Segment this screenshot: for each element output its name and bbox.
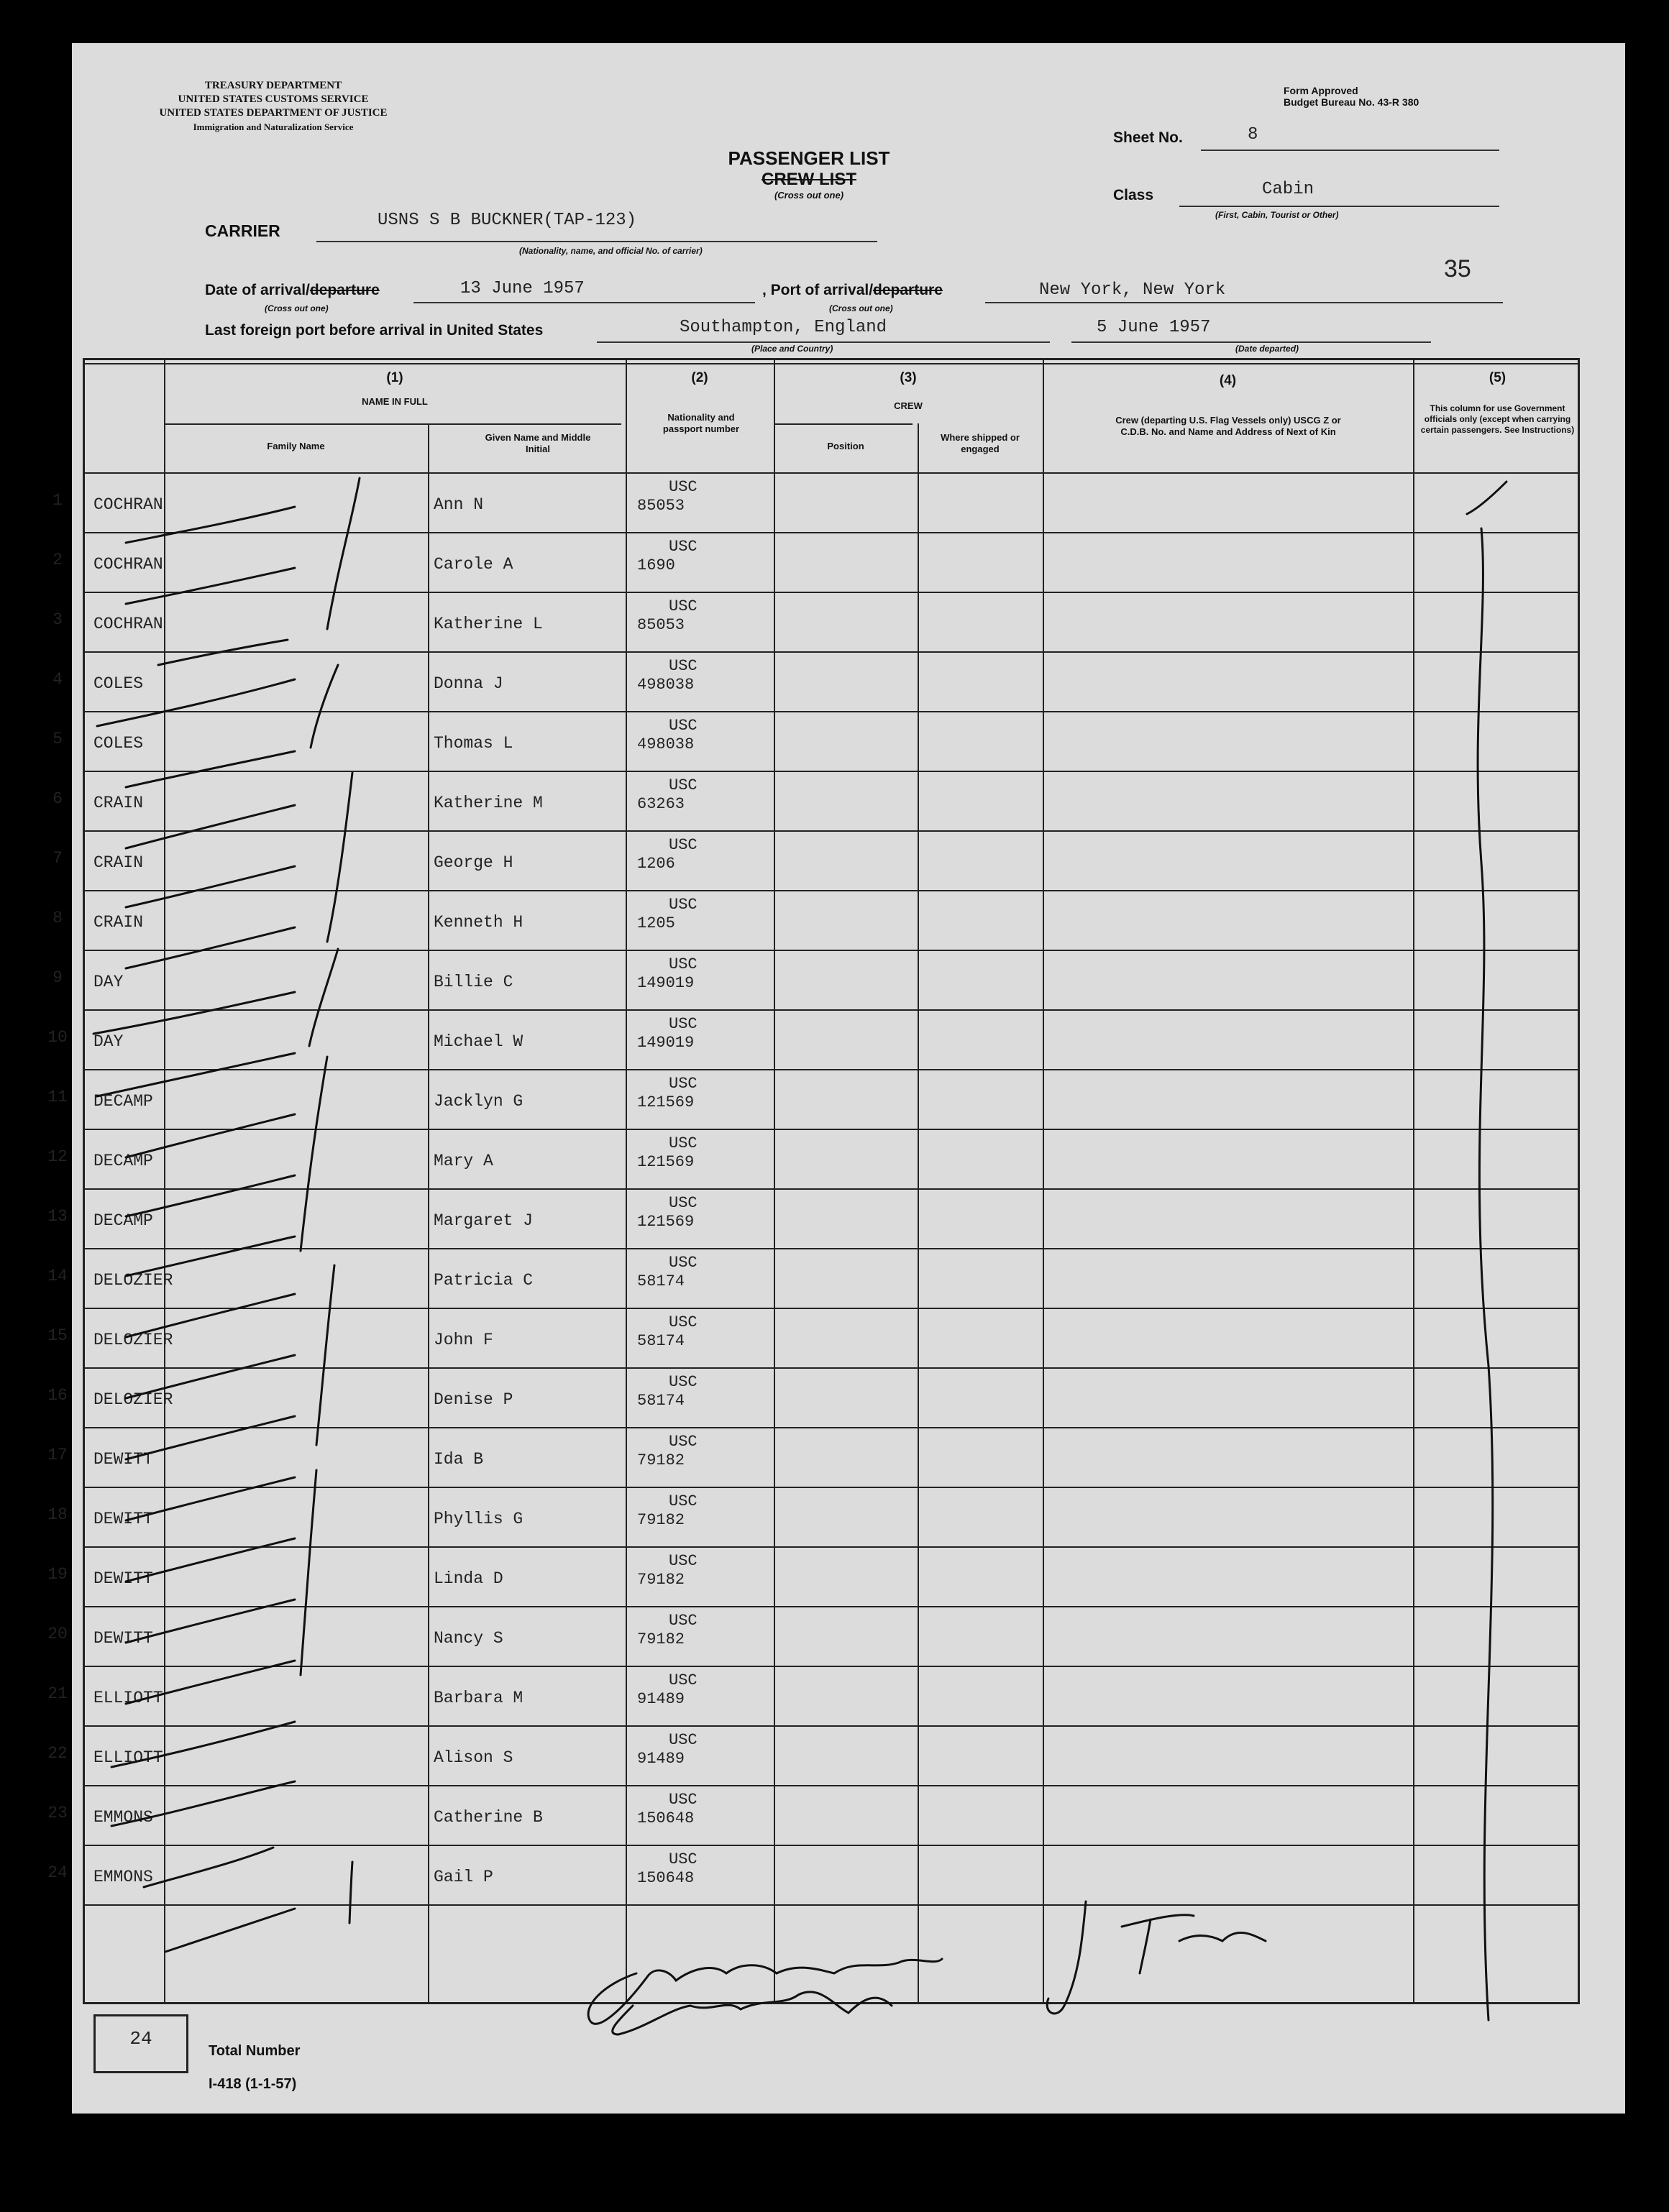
given-name-cell: Mary A — [434, 1152, 493, 1170]
nationality-cell: USC — [669, 1612, 698, 1630]
table-row — [52, 950, 1578, 1009]
passport-number-cell: 91489 — [637, 1750, 685, 1768]
departure-struck: departure — [309, 282, 380, 298]
given-name-cell: Ida B — [434, 1450, 484, 1469]
form-number: I-418 (1-1-57) — [209, 2076, 297, 2092]
passport-number-cell: 121569 — [637, 1213, 695, 1231]
family-name-cell: DAY — [93, 973, 124, 991]
passport-number-cell: 150648 — [637, 1809, 695, 1827]
nationality-cell: USC — [669, 1791, 698, 1809]
given-name-cell: Katherine L — [434, 615, 543, 633]
col1-title: NAME IN FULL — [362, 396, 428, 407]
nationality-cell: USC — [669, 597, 698, 615]
row-number: 5 — [52, 730, 63, 748]
family-name-cell: EMMONS — [93, 1808, 153, 1827]
table-row — [47, 1367, 1578, 1427]
agency-line: TREASURY DEPARTMENT — [204, 80, 342, 91]
family-name-cell: COLES — [93, 674, 144, 693]
col1-number: (1) — [386, 370, 403, 385]
table-row — [47, 1009, 1578, 1069]
nationality-cell: USC — [669, 896, 698, 914]
table-row — [52, 711, 1578, 771]
last-port-value: Southampton, England — [680, 318, 887, 337]
arrival-date-hint: (Cross out one) — [265, 303, 329, 313]
family-name-cell: ELLIOTT — [93, 1748, 163, 1767]
passport-number-cell: 91489 — [637, 1690, 685, 1708]
row-number: 13 — [47, 1207, 68, 1226]
table-row — [47, 1487, 1578, 1546]
row-number: 21 — [47, 1684, 68, 1703]
nationality-cell: USC — [669, 1492, 698, 1510]
passport-number-cell: 121569 — [637, 1153, 695, 1171]
nationality-cell: USC — [669, 1850, 698, 1868]
row-number: 24 — [47, 1863, 68, 1882]
row-number: 12 — [47, 1147, 68, 1166]
port-label-text: , Port of arrival/ — [762, 282, 874, 298]
nationality-cell: USC — [669, 1433, 698, 1451]
table-row — [52, 771, 1578, 830]
passport-number-cell: 79182 — [637, 1451, 685, 1469]
family-name-cell: CRAIN — [93, 913, 144, 932]
given-name-cell: Patricia C — [434, 1271, 534, 1290]
table-row — [47, 1785, 1578, 1845]
given-name-cell: Donna J — [434, 674, 503, 693]
last-port-underline — [597, 341, 1050, 343]
nationality-header: Nationality and passport number — [662, 412, 740, 434]
given-name-cell: Denise P — [434, 1390, 513, 1409]
class-underline — [1179, 206, 1499, 207]
nationality-cell: USC — [669, 1075, 698, 1093]
carrier-hint: (Nationality, name, and official No. of carrier) — [519, 246, 703, 256]
table-row — [47, 1725, 1578, 1785]
family-name-cell: DEWITT — [93, 1510, 153, 1528]
class-label: Class — [1113, 187, 1154, 203]
given-name-cell: Billie C — [434, 973, 513, 991]
date-departed-value: 5 June 1957 — [1097, 318, 1211, 337]
given-name-cell: Jacklyn G — [434, 1092, 523, 1111]
passport-number-cell: 58174 — [637, 1392, 685, 1410]
row-number: 4 — [52, 670, 63, 689]
family-name-cell: CRAIN — [93, 853, 144, 872]
family-name-cell: COCHRAN — [93, 555, 163, 574]
family-name-cell: DECAMP — [93, 1092, 153, 1111]
family-name-cell: ELLIOTT — [93, 1689, 163, 1707]
table-row — [47, 1308, 1578, 1367]
nationality-cell: USC — [669, 836, 698, 854]
header-subrule — [164, 423, 621, 425]
row-number: 23 — [47, 1804, 68, 1822]
date-departed-underline — [1071, 341, 1431, 343]
row-number: 11 — [47, 1088, 68, 1106]
passport-number-cell: 79182 — [637, 1571, 685, 1589]
given-name-cell: Barbara M — [434, 1689, 523, 1707]
row-number: 3 — [52, 610, 63, 629]
carrier-label: CARRIER — [205, 221, 280, 240]
nationality-cell: USC — [669, 538, 698, 556]
family-name-cell: DELOZIER — [93, 1331, 173, 1349]
given-name-cell: Gail P — [434, 1868, 493, 1886]
table-row — [47, 1129, 1578, 1188]
row-rule — [85, 1904, 1578, 1906]
nationality-cell: USC — [669, 1134, 698, 1152]
nationality-cell: USC — [669, 657, 698, 675]
port-label — [762, 282, 943, 299]
nationality-cell: USC — [669, 1194, 698, 1212]
stamp-number: 35 — [1444, 255, 1471, 283]
family-name-cell: COCHRAN — [93, 495, 163, 514]
passport-number-cell: 121569 — [637, 1093, 695, 1111]
row-number: 16 — [47, 1386, 68, 1405]
col2-number: (2) — [691, 370, 708, 385]
nationality-cell: USC — [669, 776, 698, 794]
arrival-date-label-text: Date of arrival/ — [205, 282, 310, 298]
passport-number-cell: 85053 — [637, 497, 685, 515]
date-departed-hint: (Date departed) — [1235, 344, 1299, 354]
sheet-label: Sheet No. — [1113, 129, 1183, 146]
nationality-cell: USC — [669, 1313, 698, 1331]
passport-number-cell: 63263 — [637, 795, 685, 813]
table-row — [47, 1666, 1578, 1725]
passport-number-cell: 58174 — [637, 1332, 685, 1350]
passenger-list-title: PASSENGER LIST — [728, 147, 890, 169]
passport-number-cell: 58174 — [637, 1272, 685, 1290]
given-name-cell: George H — [434, 853, 513, 872]
table-row — [47, 1427, 1578, 1487]
passport-number-cell: 498038 — [637, 735, 695, 753]
nationality-cell: USC — [669, 955, 698, 973]
passport-number-cell: 79182 — [637, 1511, 685, 1529]
passenger-table — [47, 358, 1580, 2004]
table-row — [47, 1845, 1578, 1904]
sheet-value: 8 — [1248, 125, 1258, 144]
port-value: New York, New York — [1039, 280, 1226, 300]
nationality-cell: USC — [669, 1671, 698, 1689]
row-number: 8 — [52, 909, 63, 927]
family-name-header: Family Name — [267, 441, 325, 451]
port-departure-struck: departure — [873, 282, 943, 298]
port-hint: (Cross out one) — [829, 303, 893, 313]
agency-line: Immigration and Naturalization Service — [193, 121, 354, 132]
nationality-cell: USC — [669, 1015, 698, 1033]
given-name-cell: Nancy S — [434, 1629, 503, 1648]
given-name-cell: John F — [434, 1331, 493, 1349]
row-number: 6 — [52, 789, 63, 808]
row-number: 7 — [52, 849, 63, 868]
col4-number: (4) — [1219, 373, 1237, 388]
carrier-value: USNS S B BUCKNER(TAP-123) — [378, 211, 637, 230]
family-name-cell: DELOZIER — [93, 1390, 173, 1409]
given-name-cell: Thomas L — [434, 734, 513, 753]
table-row — [47, 1069, 1578, 1129]
passport-number-cell: 498038 — [637, 676, 695, 694]
header-subrule — [774, 423, 913, 425]
row-number: 2 — [52, 551, 63, 569]
passport-number-cell: 1205 — [637, 914, 675, 932]
arrival-date-underline — [413, 302, 755, 303]
official-use-header: This column for use Government officials only (except when carrying certain passengers. See Instructions) — [1420, 403, 1575, 435]
family-name-cell: DAY — [93, 1032, 124, 1051]
family-name-cell: EMMONS — [93, 1868, 153, 1886]
class-value: Cabin — [1262, 180, 1314, 199]
row-number: 17 — [47, 1446, 68, 1464]
table-row — [52, 651, 1578, 711]
given-name-cell: Margaret J — [434, 1211, 534, 1230]
form-approved-line: Budget Bureau No. 43-R 380 — [1284, 96, 1419, 108]
family-name-cell: COLES — [93, 734, 144, 753]
crew-header: CREW — [894, 400, 923, 411]
family-name-cell: COCHRAN — [93, 615, 163, 633]
given-name-cell: Katherine M — [434, 794, 543, 812]
passport-number-cell: 1206 — [637, 855, 675, 873]
arrival-date-label — [205, 282, 380, 299]
total-label: Total Number — [209, 2043, 301, 2059]
form-approved-note — [1284, 85, 1419, 108]
sheet-underline — [1201, 150, 1499, 151]
where-shipped-header: Where shipped or engaged — [941, 432, 1020, 454]
nationality-cell: USC — [669, 717, 698, 735]
last-port-hint: (Place and Country) — [751, 344, 833, 354]
table-row — [47, 1248, 1578, 1308]
nationality-cell: USC — [669, 1552, 698, 1570]
row-number: 20 — [47, 1625, 68, 1643]
class-hint: (First, Cabin, Tourist or Other) — [1215, 210, 1339, 220]
table-row — [47, 1606, 1578, 1666]
nationality-cell: USC — [669, 1731, 698, 1749]
given-name-cell: Kenneth H — [434, 913, 523, 932]
passport-number-cell: 150648 — [637, 1869, 695, 1887]
row-number: 1 — [52, 491, 63, 510]
table-row — [52, 890, 1578, 950]
given-name-header: Given Name and Middle Initial — [485, 432, 591, 454]
passport-number-cell: 85053 — [637, 616, 685, 634]
row-number: 18 — [47, 1505, 68, 1524]
arrival-date-value: 13 June 1957 — [460, 279, 585, 298]
nationality-cell: USC — [669, 1373, 698, 1391]
row-number: 19 — [47, 1565, 68, 1584]
cross-out-hint: (Cross out one) — [774, 190, 844, 201]
carrier-underline — [316, 241, 877, 242]
family-name-cell: CRAIN — [93, 794, 144, 812]
last-port-label: Last foreign port before arrival in United States — [205, 322, 544, 339]
table-row — [47, 1546, 1578, 1606]
family-name-cell: DEWITT — [93, 1629, 153, 1648]
form-approved-line: Form Approved — [1284, 85, 1358, 96]
row-number: 14 — [47, 1267, 68, 1285]
table-row — [52, 472, 1578, 532]
total-box — [93, 2014, 188, 2073]
passport-number-cell: 1690 — [637, 556, 675, 574]
nationality-cell: USC — [669, 478, 698, 496]
row-number: 9 — [52, 968, 63, 987]
given-name-cell: Alison S — [434, 1748, 513, 1767]
agency-header — [101, 79, 446, 134]
given-name-cell: Phyllis G — [434, 1510, 523, 1528]
passport-number-cell: 149019 — [637, 1034, 695, 1052]
nationality-cell: USC — [669, 1254, 698, 1272]
table-row — [52, 592, 1578, 651]
row-number: 10 — [47, 1028, 68, 1047]
given-name-cell: Linda D — [434, 1569, 503, 1588]
given-name-cell: Catherine B — [434, 1808, 543, 1827]
given-name-cell: Ann N — [434, 495, 484, 514]
table-row — [52, 830, 1578, 890]
crew-kin-header: Crew (departing U.S. Flag Vessels only) USCG Z or C.D.B. No. and Name and Address of Next of Kin — [1115, 415, 1341, 437]
family-name-cell: DECAMP — [93, 1211, 153, 1230]
col3-number: (3) — [900, 370, 917, 385]
row-number: 15 — [47, 1326, 68, 1345]
agency-line: UNITED STATES CUSTOMS SERVICE — [178, 93, 369, 105]
list-title — [694, 147, 924, 201]
passport-number-cell: 149019 — [637, 974, 695, 992]
position-header: Position — [827, 441, 864, 451]
table-rule — [85, 363, 1578, 364]
total-value: 24 — [129, 2028, 152, 2050]
table-row — [47, 1188, 1578, 1248]
crew-list-title: CREW LIST — [762, 170, 856, 189]
port-underline — [985, 302, 1503, 303]
family-name-cell: DELOZIER — [93, 1271, 173, 1290]
row-number: 22 — [47, 1744, 68, 1763]
agency-line: UNITED STATES DEPARTMENT OF JUSTICE — [159, 107, 388, 119]
table-row — [52, 532, 1578, 592]
family-name-cell: DEWITT — [93, 1450, 153, 1469]
family-name-cell: DECAMP — [93, 1152, 153, 1170]
given-name-cell: Carole A — [434, 555, 513, 574]
passport-number-cell: 79182 — [637, 1630, 685, 1648]
given-name-cell: Michael W — [434, 1032, 523, 1051]
col5-number: (5) — [1489, 370, 1506, 385]
family-name-cell: DEWITT — [93, 1569, 153, 1588]
